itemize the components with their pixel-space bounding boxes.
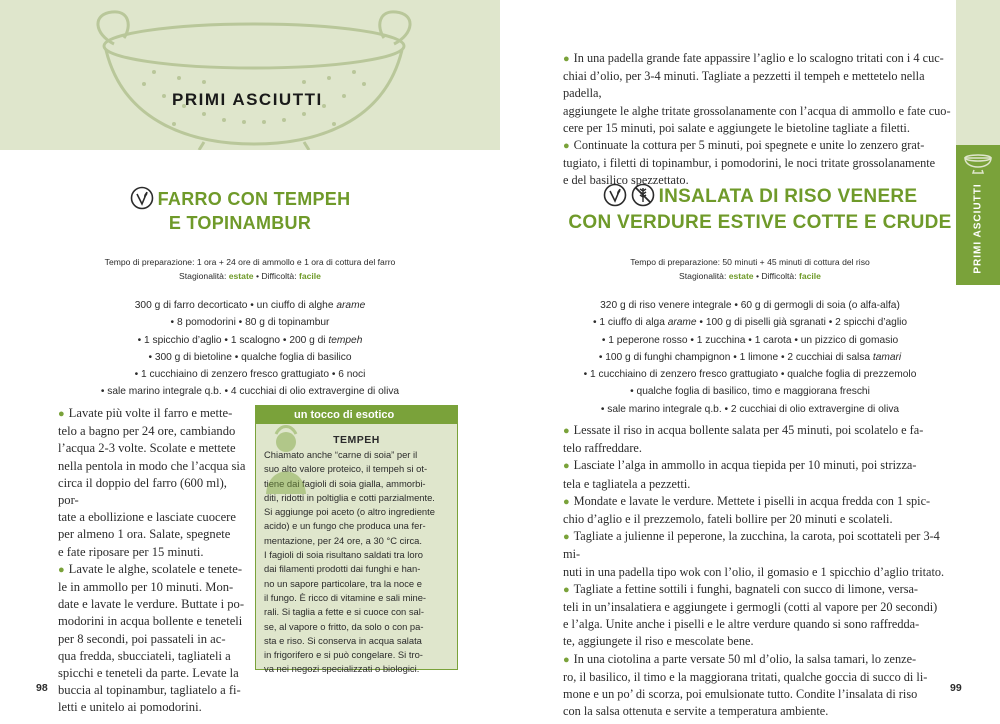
step-line xyxy=(58,579,250,596)
ingredient-line xyxy=(30,314,470,331)
step-text: per almeno 1 ora. Salate, spegnete xyxy=(58,527,231,542)
step-text: In una padella grande fate appassire l’aglio e lo scalogno tritati con i 4 cuc- xyxy=(573,51,944,65)
difficulty-value: facile xyxy=(798,271,821,281)
step-line xyxy=(563,633,958,650)
recipe-meta xyxy=(540,255,960,283)
side-tab xyxy=(956,0,1000,145)
step-text: nuti in una padella tipo wok con l’olio, il gomasio e 1 spicchio d’aglio tritato. xyxy=(563,564,945,579)
step-text: chio d’aglio e il prezzemolo, fateli bollire per 20 minuti e scolateli. xyxy=(563,512,893,527)
ingredient-line xyxy=(30,366,470,383)
ingredient-text: • 300 g di bietoline • qualche foglia di basilico xyxy=(148,351,352,363)
tip-line: rali. Si taglia a fette e si cuoce con sal- xyxy=(264,606,424,618)
exotic-figure-illustration xyxy=(256,424,316,494)
season-value: estate xyxy=(728,271,754,281)
step-line xyxy=(563,50,953,68)
tip-line: Chiamato anche “carne di soia” per il xyxy=(264,449,418,460)
ingredient-italic: tempeh xyxy=(328,334,363,346)
step-line xyxy=(563,616,958,633)
step-line xyxy=(563,599,958,616)
step-text: date e lavate le verdure. Buttate i po- xyxy=(58,597,245,612)
step-line xyxy=(563,120,953,137)
page-number-left: 98 xyxy=(36,682,48,694)
step-line xyxy=(563,422,958,440)
ingredient-text: 300 g di farro decorticato • un ciuffo di alghe xyxy=(134,300,337,311)
method-continued xyxy=(563,50,953,190)
prep-time: Tempo di preparazione: 50 minuti + 45 minuti di cottura del riso xyxy=(630,257,870,267)
step-text: In una ciotolina a parte versate 50 ml d’olio, la salsa tamari, lo zenze- xyxy=(573,651,917,666)
tip-line: sta e riso. Si conserva in acqua salata xyxy=(264,634,422,646)
recipe-title-insalata xyxy=(560,183,960,236)
step-text: ro, il basilico, il timo e la maggiorana tritati, qualche goccia di succo di li- xyxy=(563,669,928,684)
tip-line: il fungo. È ricco di vitamine e sali mine- xyxy=(264,591,427,603)
step-text: tate a ebollizione e lasciate cuocere xyxy=(58,510,236,525)
step-line xyxy=(563,669,958,686)
step-line xyxy=(563,493,958,511)
step-text: Tagliate a fettine sottili i funghi, bagnateli con succo di limone, versa- xyxy=(573,581,919,596)
step-line xyxy=(58,475,250,509)
step-line xyxy=(58,544,250,561)
step-text: l’acqua 2-3 volte. Scolate e mettete xyxy=(58,441,236,456)
step-line xyxy=(58,440,250,457)
step-line xyxy=(563,686,958,703)
tip-line: in frigorifero e si può congelare. Si tro- xyxy=(264,649,423,661)
step-line xyxy=(563,103,953,120)
recipe-title-line1: FARRO CON TEMPEH xyxy=(157,189,351,209)
tip-line: va nei negozi specializzati o biologici. xyxy=(264,663,420,675)
ingredient-text: • qualche foglia di basilico, timo e maggiorana freschi xyxy=(630,386,870,398)
step-text: con la salsa ottenuta e servite a temperatura ambiente. xyxy=(563,704,829,719)
step-text: nella pentola in modo che l’acqua sia xyxy=(58,458,246,473)
step-text: qua fredda, sbucciateli, tagliateli a xyxy=(58,648,231,663)
step-line xyxy=(563,476,958,493)
step-line xyxy=(58,561,250,579)
ingredient-line xyxy=(30,332,470,349)
step-text: telo a bagno per 24 ore, cambiando xyxy=(58,424,236,439)
bullet-icon: ● xyxy=(563,460,570,473)
step-text: Lavate le alghe, scolatele e tenete- xyxy=(68,561,243,576)
step-text: Lasciate l’alga in ammollo in acqua tiepida per 10 minuti, poi strizza- xyxy=(573,458,917,473)
ingredients-list xyxy=(530,297,970,418)
step-line xyxy=(563,137,953,155)
step-line xyxy=(563,703,958,720)
ingredient-text: • 8 pomodorini • 80 g di topinambur xyxy=(170,317,330,329)
section-header-band xyxy=(0,0,500,150)
ingredient-text: • 1 spicchio d’aglio • 1 scalogno • 200 g di xyxy=(137,334,329,346)
step-line xyxy=(58,699,250,716)
step-text: tela e tagliatela a pezzetti. xyxy=(563,476,691,491)
step-line xyxy=(563,511,958,528)
tip-line: dai filamenti prodotti dai funghi e han- xyxy=(264,563,421,575)
step-line xyxy=(58,665,250,682)
bullet-icon: ● xyxy=(563,53,570,65)
season-difficulty: Stagionalità: estate • Difficoltà: facile xyxy=(679,271,821,281)
page-number-right: 99 xyxy=(950,682,962,694)
tip-line: tiene dai fagioli di soia gialla, ammorbi- xyxy=(264,477,426,489)
bullet-icon: ● xyxy=(58,563,65,576)
step-line xyxy=(58,458,250,475)
step-text: buccia al topinambur, tagliatelo a fi- xyxy=(58,683,241,698)
tip-line: diti, ridotti in poltiglia e cotti parzialmente. xyxy=(264,491,435,503)
step-text: te, aggiungete il riso e mescolate bene. xyxy=(563,634,754,649)
ingredient-line xyxy=(530,314,970,331)
recipe-title-line2: CON VERDURE ESTIVE COTTE E CRUDE xyxy=(568,212,952,233)
vegan-leaf-icon xyxy=(130,186,154,210)
ingredient-italic: tamari xyxy=(872,351,902,363)
ingredient-line xyxy=(530,349,970,366)
step-line xyxy=(563,68,953,102)
ingredient-text: • sale marino integrale q.b. • 2 cucchiai di olio extravergine di oliva xyxy=(600,403,900,415)
vegan-leaf-icon xyxy=(603,183,627,207)
tip-line: se, al vapore o fritto, da solo o con pa- xyxy=(264,620,424,632)
ingredient-italic: arame xyxy=(667,317,697,329)
gluten-free-icon xyxy=(631,183,655,207)
ingredient-text: • sale marino integrale q.b. • 4 cucchiai di olio extravergine di oliva xyxy=(100,386,400,398)
step-line xyxy=(58,631,250,648)
step-line xyxy=(563,651,958,669)
step-text: Lavate più volte il farro e mette- xyxy=(68,406,233,420)
step-text: modorini in acqua bollente e teneteli xyxy=(58,614,243,629)
ingredient-text: • 1 cucchiaino di zenzero fresco grattugiato • qualche foglia di prezzemolo xyxy=(583,369,917,381)
step-text: Tagliate a julienne il peperone, la zucchina, la carota, poi scottateli per 3-4 mi- xyxy=(563,529,940,562)
bullet-icon: ● xyxy=(58,408,65,420)
ingredient-line xyxy=(530,366,970,383)
step-line xyxy=(58,405,250,423)
step-line xyxy=(58,596,250,613)
step-text: mone e un po’ di scorza, poi emulsionate tutto. Condite l’insalata di riso xyxy=(563,687,918,702)
method-steps xyxy=(563,422,958,720)
bullet-icon: ● xyxy=(563,583,570,596)
ingredient-line xyxy=(530,383,970,400)
bullet-icon: ● xyxy=(563,653,570,666)
step-line xyxy=(58,509,250,526)
step-line xyxy=(563,440,958,457)
bullet-icon: ● xyxy=(563,140,570,153)
step-text: spicchi e teneteli da parte. Levate la xyxy=(58,666,239,681)
step-line xyxy=(563,155,953,172)
tip-line: acido) e un fungo che produca una fer- xyxy=(264,520,426,532)
prep-time: Tempo di preparazione: 1 ora + 24 ore di ammollo e 1 ora di cottura del farro xyxy=(104,257,396,267)
step-text: le in ammollo per 10 minuti. Mon- xyxy=(58,580,234,595)
ingredient-text: 320 g di riso venere integrale • 60 g di germogli di soia (o alfa-alfa) xyxy=(600,300,900,311)
season-value: estate xyxy=(228,271,254,281)
step-line xyxy=(58,423,250,440)
tip-line: mentazione, per 24 ore, a 30 °C circa. xyxy=(264,534,422,546)
step-text: telo raffreddare. xyxy=(563,441,642,456)
step-text: chiai d’olio, per 3-4 minuti. Tagliate a pezzetti il tempeh e mettetelo nella padella, xyxy=(563,69,925,101)
step-line xyxy=(58,682,250,699)
step-text: e del basilico spezzettato. xyxy=(563,173,689,188)
step-line xyxy=(58,526,250,543)
step-text: letti e unitelo ai pomodorini. xyxy=(58,700,202,715)
section-title: PRIMI ASCIUTTI xyxy=(172,90,323,109)
ingredients-list xyxy=(30,297,470,401)
right-page xyxy=(500,0,1000,724)
step-line xyxy=(58,648,250,665)
bullet-icon: ● xyxy=(563,425,570,437)
tip-line: no un sapore particolare, tra la noce e xyxy=(264,577,422,589)
tip-line: suo alto valore proteico, il tempeh si ot- xyxy=(264,463,428,475)
ingredient-line xyxy=(30,349,470,366)
step-text: circa il doppio del farro (600 ml), por- xyxy=(58,475,227,508)
ingredient-line xyxy=(530,401,970,418)
step-text: aggiungete le alghe tritate grossolanamente con l’acqua di ammollo e fate cuo- xyxy=(563,103,951,118)
ingredient-italic: arame xyxy=(336,300,366,311)
bullet-icon: ● xyxy=(563,495,570,508)
ingredient-line xyxy=(30,297,470,314)
step-text: Lessate il riso in acqua bollente salata per 45 minuti, poi scolatelo e fa- xyxy=(573,423,924,437)
step-text: Mondate e lavate le verdure. Mettete i piselli in acqua fredda con 1 spic- xyxy=(573,493,931,508)
step-line xyxy=(563,564,958,581)
step-line xyxy=(563,528,958,563)
step-text: e fate riposare per 15 minuti. xyxy=(58,544,204,559)
ingredient-line xyxy=(30,383,470,400)
tip-box-header: un tocco di esotico xyxy=(256,406,457,424)
step-text: per 8 secondi, poi passateli in ac- xyxy=(58,631,226,646)
step-text: e l’alga. Unite anche i piselli e le altre verdure quando si sono raffredda- xyxy=(563,617,920,632)
ingredient-text: • 100 g di piselli già sgranati • 2 spicchi d’aglio xyxy=(696,317,908,329)
difficulty-value: facile xyxy=(298,271,321,281)
ingredient-text: • 1 peperone rosso • 1 zucchina • 1 carota • un pizzico di gomasio xyxy=(601,334,899,346)
tip-line: I fagioli di soia risultano saldati tra loro xyxy=(264,549,423,561)
tip-title: TEMPEH xyxy=(333,434,380,446)
ingredient-line xyxy=(530,332,970,349)
step-text: cere per 15 minuti, poi salate e aggiungete le bietoline tagliate a filetti. xyxy=(563,120,910,135)
step-text: tugiato, i filetti di topinambur, i pomodorini, le noci tritate grossolanamente xyxy=(563,156,936,171)
ingredient-text: • 1 ciuffo di alga xyxy=(592,317,668,329)
tip-line: Si aggiunge poi aceto (o altro ingrediente xyxy=(264,506,435,518)
method-steps xyxy=(58,405,250,717)
ingredient-line xyxy=(530,297,970,314)
step-text: teli in un’insalatiera e aggiungete i germogli (cotti al vapore per 20 secondi) xyxy=(563,600,938,615)
tip-box xyxy=(255,405,458,675)
step-line xyxy=(563,457,958,475)
bullet-icon: ● xyxy=(563,531,570,544)
recipe-title-line1: INSALATA DI RISO VENERE xyxy=(658,186,918,207)
season-difficulty: Stagionalità: estate • Difficoltà: facile xyxy=(179,271,321,281)
ingredient-text: • 1 cucchiaino di zenzero fresco grattugiato • 6 noci xyxy=(134,369,366,381)
colander-illustration xyxy=(84,4,424,150)
recipe-title-line2: E TOPINAMBUR xyxy=(168,213,312,233)
step-line xyxy=(58,613,250,630)
ingredient-text: • 100 g di funghi champignon • 1 limone • 2 cucchiai di salsa xyxy=(598,351,873,363)
side-label: PRIMI ASCIUTTI xyxy=(972,182,984,274)
step-text: Continuate la cottura per 5 minuti, poi spegnete e unite lo zenzero grat- xyxy=(573,138,925,153)
recipe-meta xyxy=(30,255,470,283)
bowl-icon xyxy=(962,148,994,174)
step-line xyxy=(563,581,958,599)
recipe-title-farro xyxy=(120,186,360,235)
